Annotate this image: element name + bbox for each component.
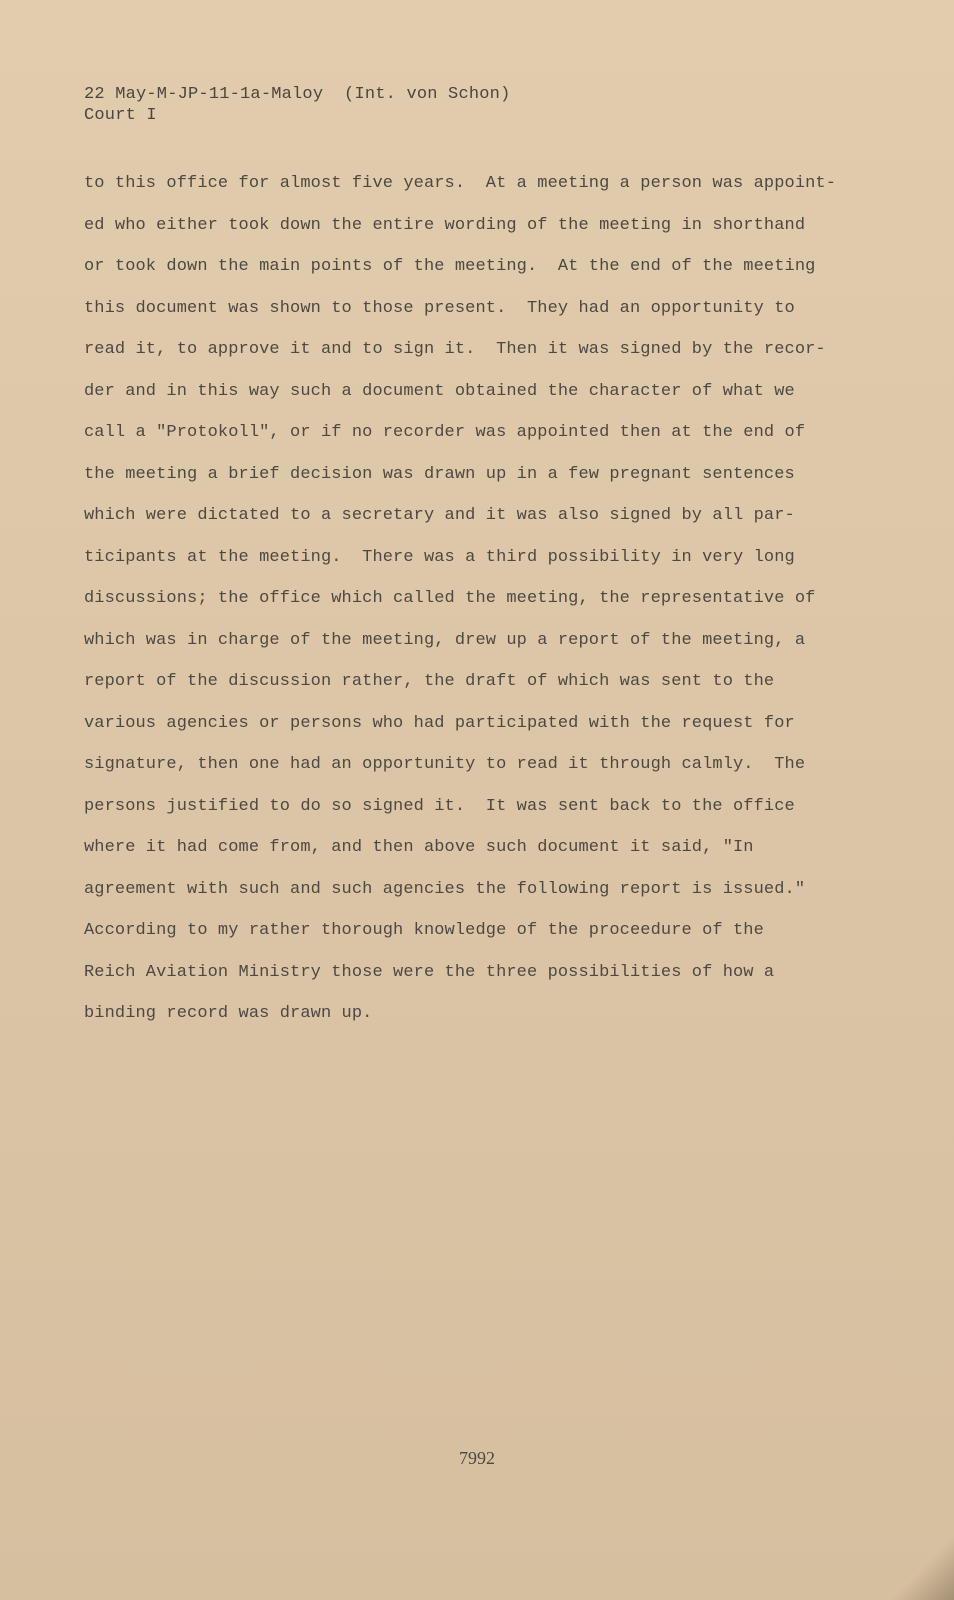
text-line: ticipants at the meeting. There was a third possibility in very long xyxy=(84,547,795,567)
text-line: der and in this way such a document obtained the character of what we xyxy=(84,381,795,401)
header-reference: 22 May-M-JP-11-1a-Maloy (Int. von Schon) xyxy=(84,85,511,104)
text-line: report of the discussion rather, the draft of which was sent to the xyxy=(84,672,775,691)
text-line: discussions; the office which called the meeting, the representative of xyxy=(84,589,816,608)
text-line: signature, then one had an opportunity to read it through calmly. The xyxy=(84,755,806,774)
text-line: Reich Aviation Ministry those were the three possibilities of how a xyxy=(84,962,775,982)
text-line: ed who either took down the entire wording of the meeting in shorthand xyxy=(84,215,806,235)
text-line: various agencies or persons who had participated with the request for xyxy=(84,713,795,733)
text-line: read it, to approve it and to sign it. Then it was signed by the recor- xyxy=(84,340,826,359)
transcript-body xyxy=(84,163,844,1035)
header-court: Court I xyxy=(84,106,157,125)
text-line: According to my rather thorough knowledge of the proceedure of the xyxy=(84,921,764,940)
page-number: 7992 xyxy=(459,1448,495,1468)
text-line: agreement with such and such agencies the following report is issued." xyxy=(84,879,806,899)
text-line: binding record was drawn up. xyxy=(84,1004,373,1023)
text-line: persons justified to do so signed it. It was sent back to the office xyxy=(84,796,795,816)
text-line: which were dictated to a secretary and it was also signed by all par- xyxy=(84,506,795,525)
page-corner-shadow xyxy=(884,1510,954,1600)
text-line: which was in charge of the meeting, drew up a report of the meeting, a xyxy=(84,630,806,650)
text-line: where it had come from, and then above such document it said, "In xyxy=(84,838,754,857)
text-line: this document was shown to those present. They had an opportunity to xyxy=(84,298,795,318)
document-header xyxy=(84,84,510,126)
text-line: to this office for almost five years. At a meeting a person was appoint- xyxy=(84,174,837,193)
text-line: the meeting a brief decision was drawn up in a few pregnant sentences xyxy=(84,464,795,484)
text-line: or took down the main points of the meeting. At the end of the meeting xyxy=(84,257,816,276)
text-line: call a "Protokoll", or if no recorder was appointed then at the end of xyxy=(84,423,806,442)
